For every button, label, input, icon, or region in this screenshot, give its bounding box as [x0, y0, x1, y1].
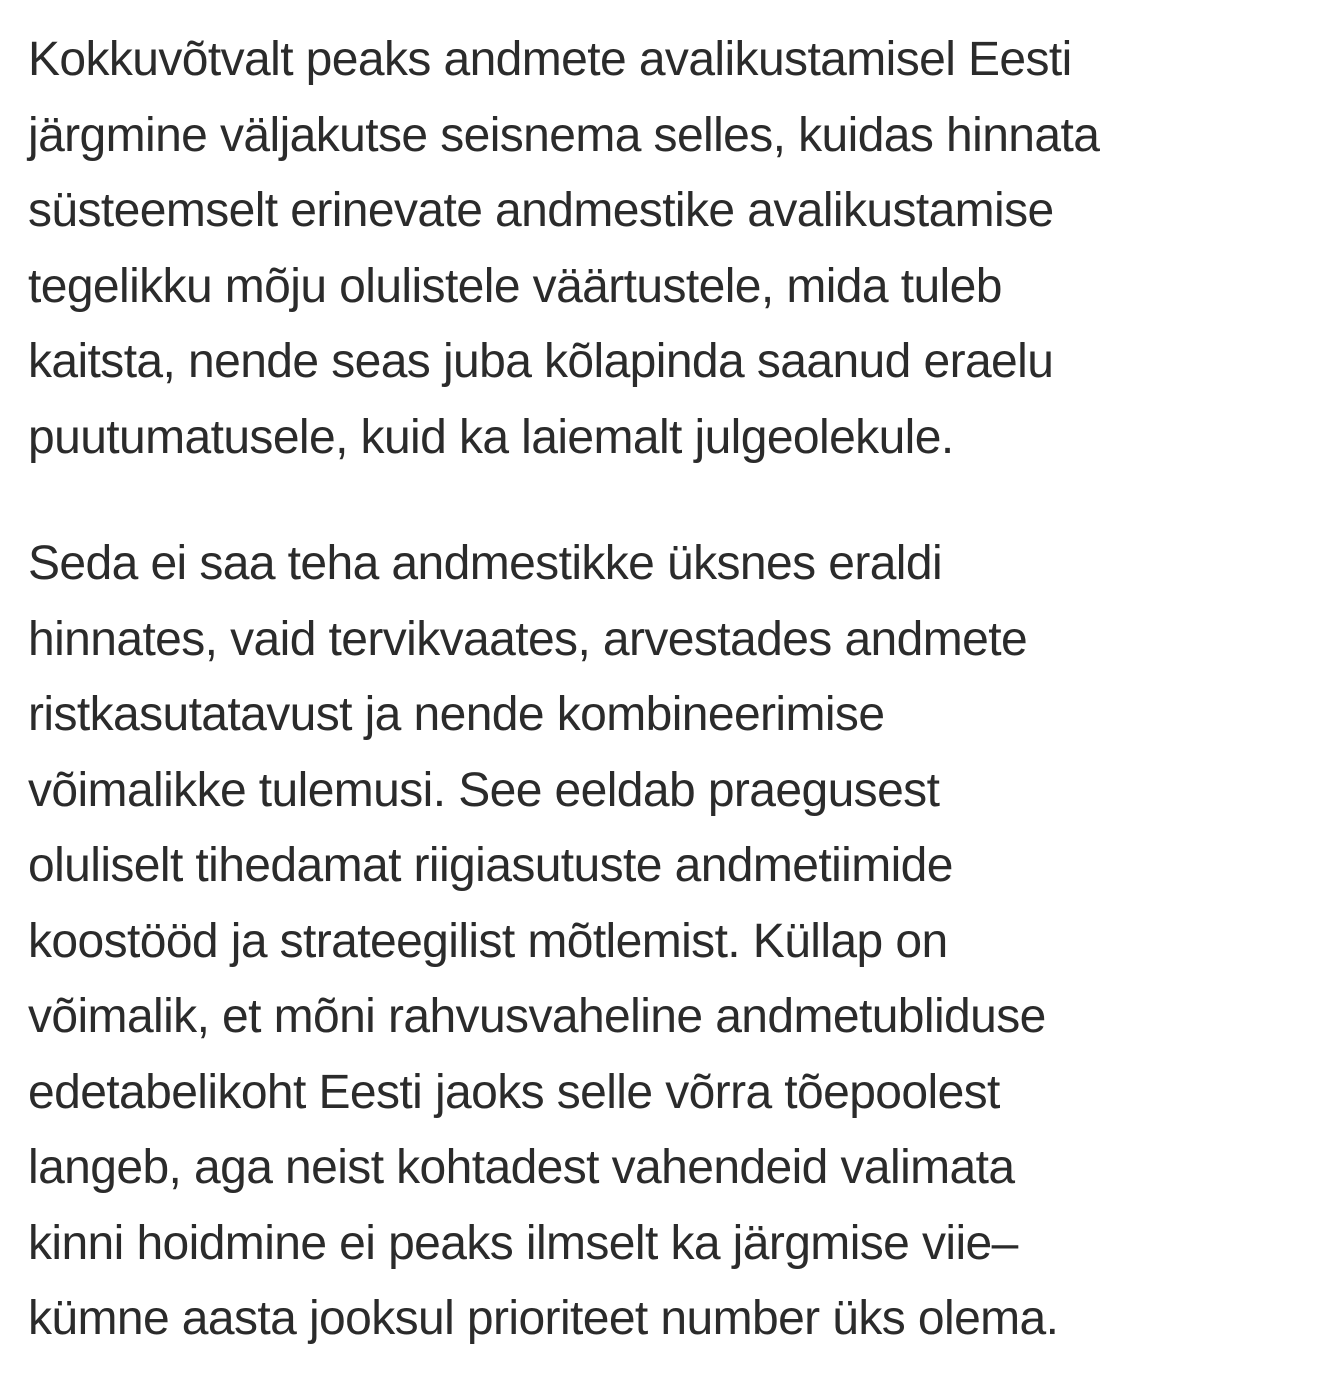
text-line: tegelikku mõju olulistele väärtustele, mida tuleb — [28, 259, 1002, 313]
text-line: langeb, aga neist kohtadest vahendeid valimata — [28, 1141, 1015, 1194]
text-line: ristkasutatavust ja nende kombineerimise — [28, 688, 885, 741]
text-line: võimalik, et mõni rahvusvaheline andmetubliduse — [28, 990, 1046, 1043]
text-line: kinni hoidmine ei peaks ilmselt ka järgmise viie– — [28, 1216, 1018, 1270]
text-line: kümne aasta jooksul prioriteet number üks olema. — [28, 1292, 1059, 1345]
paragraph-conclusion — [28, 22, 1312, 475]
text-line: Seda ei saa teha andmestikke üksnes eraldi — [28, 537, 943, 590]
text-line: süsteemselt erinevate andmestike avalikustamise — [28, 184, 1054, 237]
text-line: edetabelikoht Eesti jaoks selle võrra tõepoolest — [28, 1065, 1000, 1119]
text-line: hinnates, vaid tervikvaates, arvestades andmete — [28, 612, 1028, 666]
text-line: puutumatusele, kuid ka laiemalt julgeolekule. — [28, 410, 954, 464]
article-body — [28, 22, 1312, 1357]
text-line: võimalikke tulemusi. See eeldab praegusest — [28, 763, 940, 817]
text-line: Kokkuvõtvalt peaks andmete avalikustamisel Eesti — [28, 33, 1072, 86]
text-line: oluliselt tihedamat riigiasutuste andmetiimide — [28, 839, 953, 892]
text-line: koostööd ja strateegilist mõtlemist. Küllap on — [28, 914, 948, 968]
text-line: kaitsta, nende seas juba kõlapinda saanud eraelu — [28, 335, 1054, 388]
text-line: järgmine väljakutse seisnema selles, kuidas hinnata — [28, 108, 1100, 162]
paragraph-holistic-view — [28, 526, 1312, 1357]
